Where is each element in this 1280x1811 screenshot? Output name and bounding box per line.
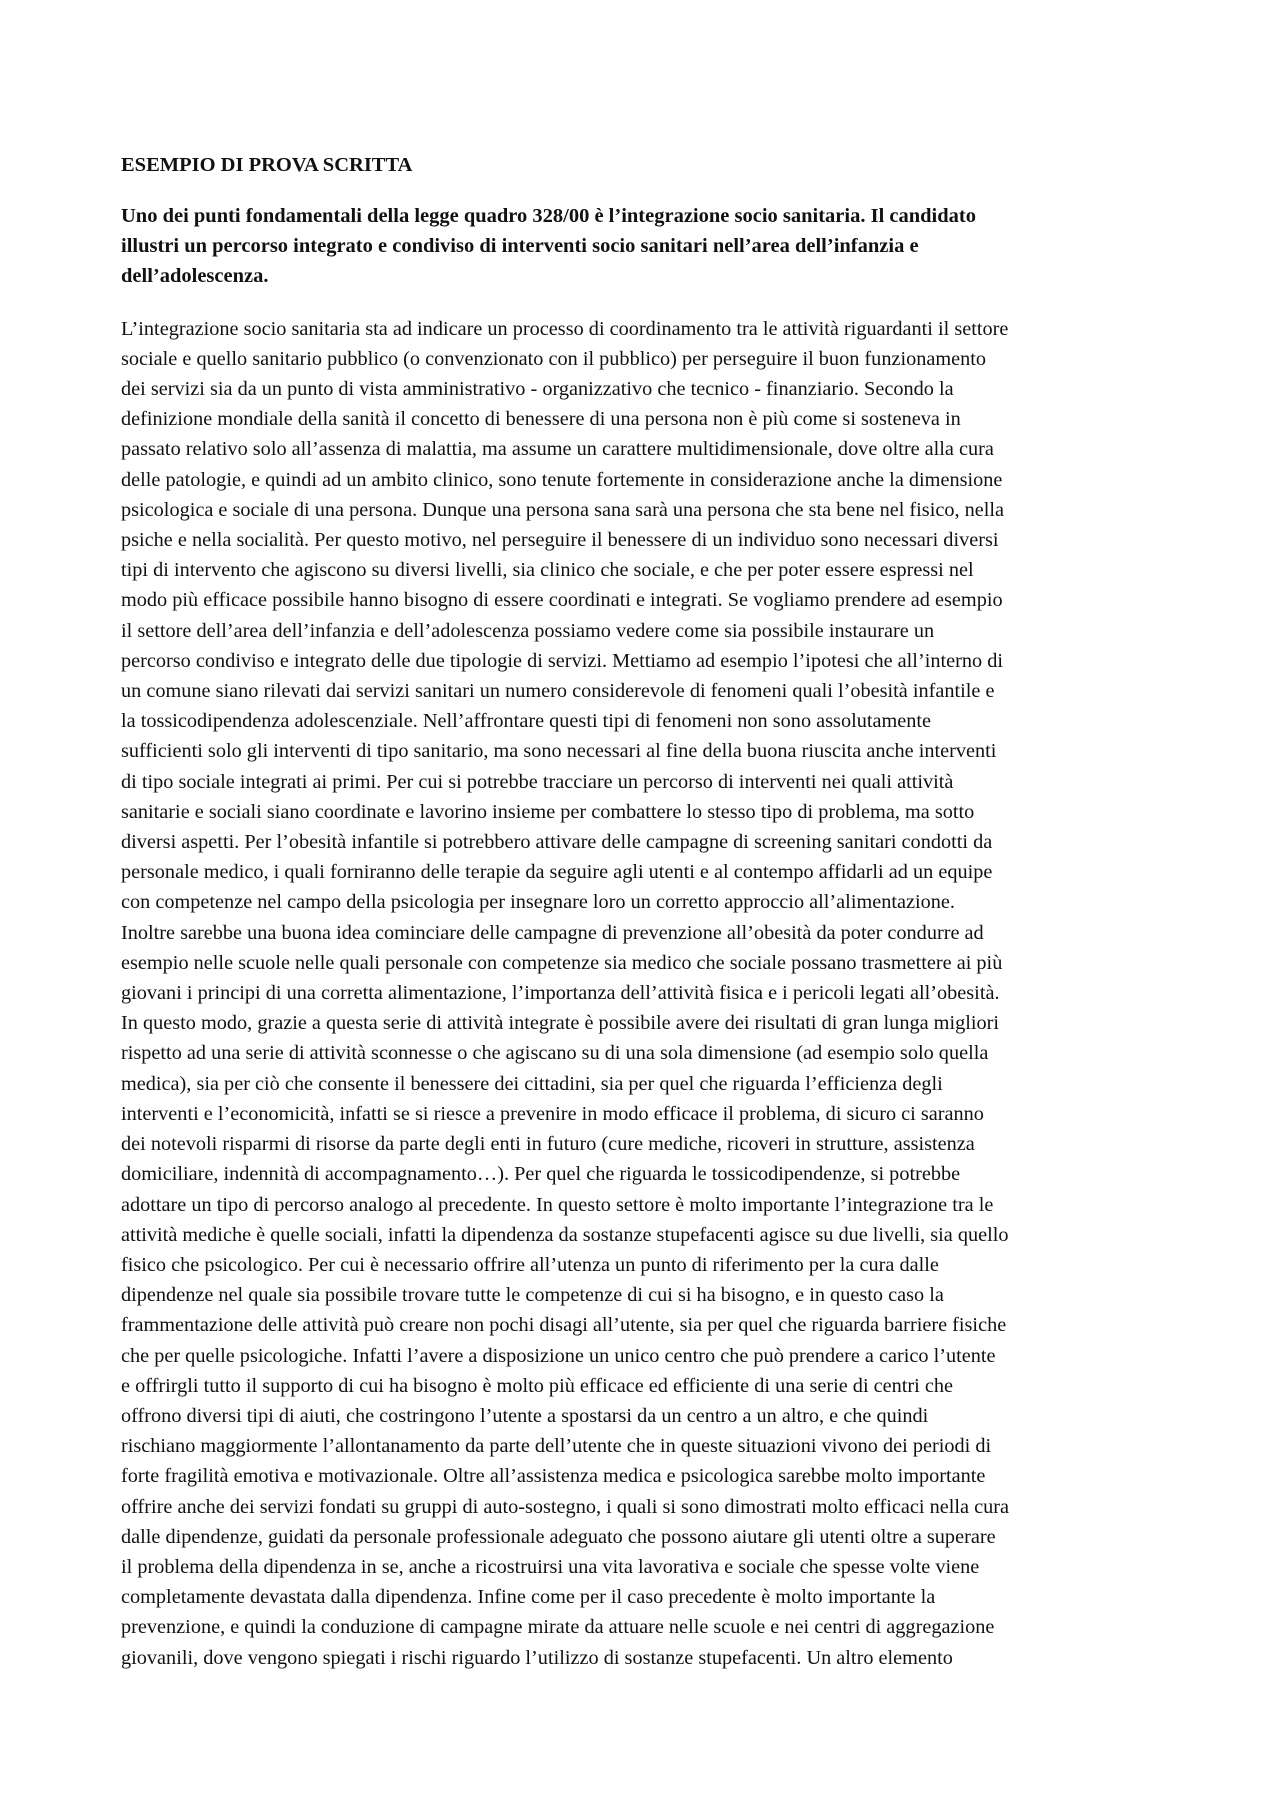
body-line: giovanili, dove vengono spiegati i rischi riguardo l’utilizzo di sostanze stupefacenti. Un altro elemento (121, 1646, 953, 1669)
body-line: personale medico, i quali forniranno delle terapie da seguire agli utenti e al contempo affidarli ad un equipe (121, 861, 993, 884)
body-line: il settore dell’area dell’infanzia e dell’adolescenza possiamo vedere come sia possibile instaurare un (121, 619, 935, 642)
body-line: dalle dipendenze, guidati da personale professionale adeguato che possono aiutare gli utenti oltre a superare (121, 1525, 996, 1548)
body-line: offrono diversi tipi di aiuti, che costringono l’utente a spostarsi da un centro a un altro, e che quindi (121, 1404, 929, 1427)
body-line: psicologica e sociale di una persona. Dunque una persona sana sarà una persona che sta bene nel fisico, nella (121, 498, 1005, 521)
body-line: delle patologie, e quindi ad un ambito clinico, sono tenute fortemente in considerazione anche la dimensione (121, 468, 1003, 491)
body-line: Inoltre sarebbe una buona idea cominciare delle campagne di prevenzione all’obesità da poter condurre ad (121, 921, 984, 944)
body-line: la tossicodipendenza adolescenziale. Nell’affrontare questi tipi di fenomeni non sono assolutamente (121, 710, 932, 733)
body-line: con competenze nel campo della psicologia per insegnare loro un corretto approccio all’alimentazione. (121, 891, 955, 914)
question-line: Uno dei punti fondamentali della legge quadro 328/00 è l’integrazione socio sanitaria. Il candidato (121, 205, 976, 227)
body-line: adottare un tipo di percorso analogo al precedente. In questo settore è molto importante l’integrazione tra le (121, 1193, 994, 1216)
question-line: dell’adolescenza. (121, 265, 269, 288)
body-line: domiciliare, indennità di accompagnamento…). Per quel che riguarda le tossicodipendenze, si potrebbe (121, 1163, 961, 1186)
body-line: In questo modo, grazie a questa serie di attività integrate è possibile avere dei risultati di gran lunga migliori (121, 1012, 1000, 1035)
body-line: rischiano maggiormente l’allontanamento da parte dell’utente che in queste situazioni vivono dei periodi di (121, 1435, 992, 1458)
body-line: percorso condiviso e integrato delle due tipologie di servizi. Mettiamo ad esempio l’ipotesi che all’interno di (121, 649, 1003, 672)
body-line: che per quelle psicologiche. Infatti l’avere a disposizione un unico centro che può prendere a carico l’utente (121, 1344, 996, 1367)
document-page (121, 150, 1163, 1673)
body-line: sufficienti solo gli interventi di tipo sanitario, ma sono necessari al fine della buona riuscita anche interventi (121, 740, 997, 763)
body-line: modo più efficace possibile hanno bisogno di essere coordinati e integrati. Se vogliamo prendere ad esempio (121, 589, 1003, 612)
body-line: e offrirgli tutto il supporto di cui ha bisogno è molto più efficace ed efficiente di una serie di centri che (121, 1374, 954, 1397)
body-line: sanitarie e sociali siano coordinate e lavorino insieme per combattere lo stesso tipo di problema, ma sotto (121, 800, 975, 823)
body-line: sociale e quello sanitario pubblico (o convenzionato con il pubblico) per perseguire il buon funzionamento (121, 347, 987, 370)
body-line: forte fragilità emotiva e motivazionale. Oltre all’assistenza medica e psicologica sarebbe molto importante (121, 1465, 986, 1488)
body-line: attività mediche è quelle sociali, infatti la dipendenza da sostanze stupefacenti agisce su due livelli, sia quello (121, 1223, 1009, 1246)
answer-body (121, 314, 1163, 1673)
body-line: psiche e nella socialità. Per questo motivo, nel perseguire il benessere di un individuo sono necessari diversi (121, 529, 999, 552)
body-line: interventi e l’economicità, infatti se si riesce a prevenire in modo efficace il problema, di sicuro ci saranno (121, 1102, 984, 1125)
document-title: ESEMPIO DI PROVA SCRITTA (121, 154, 413, 176)
body-line: fisico che psicologico. Per cui è necessario offrire all’utenza un punto di riferimento per la cura dalle (121, 1253, 939, 1276)
body-line: diversi aspetti. Per l’obesità infantile si potrebbero attivare delle campagne di screening sanitari condotti da (121, 831, 993, 854)
body-line: tipi di intervento che agiscono su diversi livelli, sia clinico che sociale, e che per poter essere espressi nel (121, 559, 974, 582)
body-line: completamente devastata dalla dipendenza. Infine come per il caso precedente è molto importante la (121, 1586, 936, 1609)
body-line: passato relativo solo all’assenza di malattia, ma assume un carattere multidimensionale, dove oltre alla cura (121, 438, 994, 461)
body-line: definizione mondiale della sanità il concetto di benessere di una persona non è più come si sosteneva in (121, 408, 961, 431)
body-line: frammentazione delle attività può creare non pochi disagi all’utente, sia per quel che riguarda barriere fisiche (121, 1314, 1007, 1337)
body-line: dei servizi sia da un punto di vista amministrativo - organizzativo che tecnico - finanziario. Secondo la (121, 378, 954, 401)
body-line: medica), sia per ciò che consente il benessere dei cittadini, sia per quel che riguarda l’efficienza degli (121, 1072, 943, 1095)
body-line: dipendenze nel quale sia possibile trovare tutte le competenze di cui si ha bisogno, e in questo caso la (121, 1284, 944, 1307)
body-line: giovani i principi di una corretta alimentazione, l’importanza dell’attività fisica e i pericoli legati all’obesità. (121, 982, 1000, 1005)
body-line: di tipo sociale integrati ai primi. Per cui si potrebbe tracciare un percorso di interventi nei quali attività (121, 770, 954, 793)
body-line: un comune siano rilevati dai servizi sanitari un numero considerevole di fenomeni quali l’obesità infantile e (121, 680, 995, 703)
body-line: esempio nelle scuole nelle quali personale con competenze sia medico che sociale possano trasmettere ai più (121, 951, 1003, 974)
body-line: rispetto ad una serie di attività sconnesse o che agiscano su di una sola dimensione (ad esempio solo quella (121, 1042, 989, 1065)
body-line: offrire anche dei servizi fondati su gruppi di auto-sostegno, i quali si sono dimostrati molto efficaci nella cura (121, 1495, 1010, 1518)
exam-question (121, 201, 1163, 292)
body-line: il problema della dipendenza in se, anche a ricostruirsi una vita lavorativa e sociale che spesse volte viene (121, 1555, 980, 1578)
question-line: illustri un percorso integrato e condiviso di interventi socio sanitari nell’area dell’infanzia e (121, 235, 919, 258)
body-line: prevenzione, e quindi la conduzione di campagne mirate da attuare nelle scuole e nei centri di aggregazione (121, 1616, 995, 1639)
body-line: L’integrazione socio sanitaria sta ad indicare un processo di coordinamento tra le attività riguardanti il settore (121, 317, 1009, 340)
body-line: dei notevoli risparmi di risorse da parte degli enti in futuro (cure mediche, ricoveri in strutture, assistenza (121, 1133, 975, 1156)
